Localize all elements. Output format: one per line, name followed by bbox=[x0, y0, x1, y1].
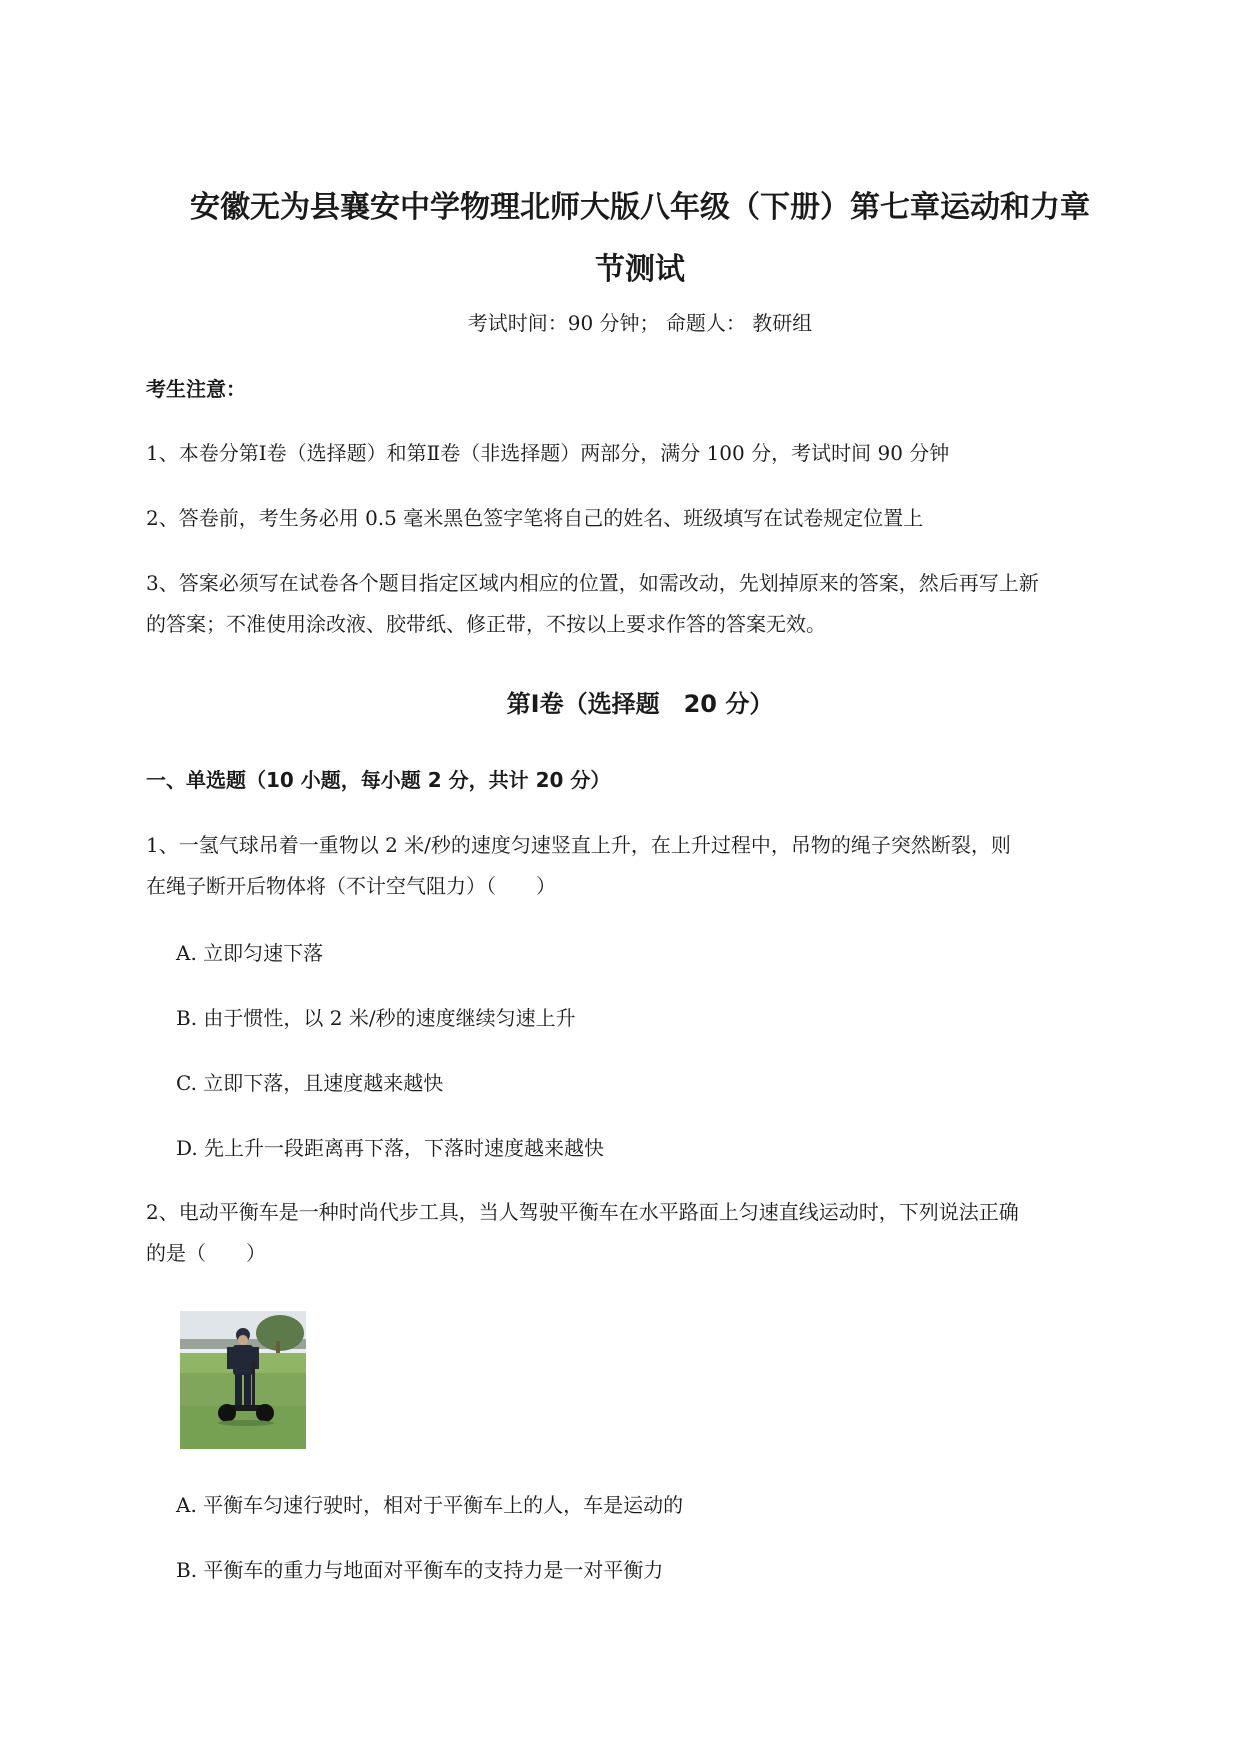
question-2-option-b: B. 平衡车的重力与地面对平衡车的支持力是一对平衡力 bbox=[176, 1558, 664, 1582]
notice-item-3: 3、答案必须写在试卷各个题目指定区域内相应的位置，如需改动，先划掉原来的答案，然后再写上新 bbox=[146, 571, 1039, 595]
exam-title-line1: 安徽无为县襄安中学物理北师大版八年级（下册）第七章运动和力章 bbox=[190, 190, 1090, 225]
question-1-option-c: C. 立即下落，且速度越来越快 bbox=[176, 1071, 444, 1095]
question-1-stem: 1、一氢气球吊着一重物以 2 米/秒的速度匀速竖直上升，在上升过程中，吊物的绳子突然断裂，则 bbox=[146, 833, 1011, 857]
notice-item-2: 2、答卷前，考生务必用 0.5 毫米黑色签字笔将自己的姓名、班级填写在试卷规定位置上 bbox=[146, 506, 924, 530]
question-2-stem: 2、电动平衡车是一种时尚代步工具，当人驾驶平衡车在水平路面上匀速直线运动时，下列说法正确 bbox=[146, 1200, 1019, 1224]
question-1-option-d: D. 先上升一段距离再下落，下落时速度越来越快 bbox=[176, 1136, 605, 1160]
question-1-stem-cont: 在绳子断开后物体将（不计空气阻力）（ ） bbox=[146, 874, 556, 898]
question-1-option-a: A. 立即匀速下落 bbox=[176, 941, 324, 965]
exam-subtitle: 考试时间：90 分钟； 命题人： 教研组 bbox=[467, 311, 813, 335]
question-1-option-b: B. 由于惯性，以 2 米/秒的速度继续匀速上升 bbox=[176, 1006, 576, 1030]
part-heading: 一、单选题（10 小题，每小题 2 分，共计 20 分） bbox=[146, 768, 611, 792]
notice-heading: 考生注意： bbox=[146, 377, 246, 401]
question-2-option-a: A. 平衡车匀速行驶时，相对于平衡车上的人，车是运动的 bbox=[176, 1493, 684, 1517]
notice-item-3-cont: 的答案；不准使用涂改液、胶带纸、修正带，不按以上要求作答的答案无效。 bbox=[146, 612, 826, 636]
section-title: 第Ⅰ卷（选择题 20 分） bbox=[506, 690, 774, 718]
question-2-stem-cont: 的是（ ） bbox=[146, 1241, 266, 1265]
balance-scooter-photo bbox=[180, 1311, 306, 1449]
notice-item-1: 1、本卷分第Ⅰ卷（选择题）和第Ⅱ卷（非选择题）两部分，满分 100 分，考试时间 90 分钟 bbox=[146, 441, 950, 465]
exam-title-line2: 节测试 bbox=[595, 252, 685, 287]
